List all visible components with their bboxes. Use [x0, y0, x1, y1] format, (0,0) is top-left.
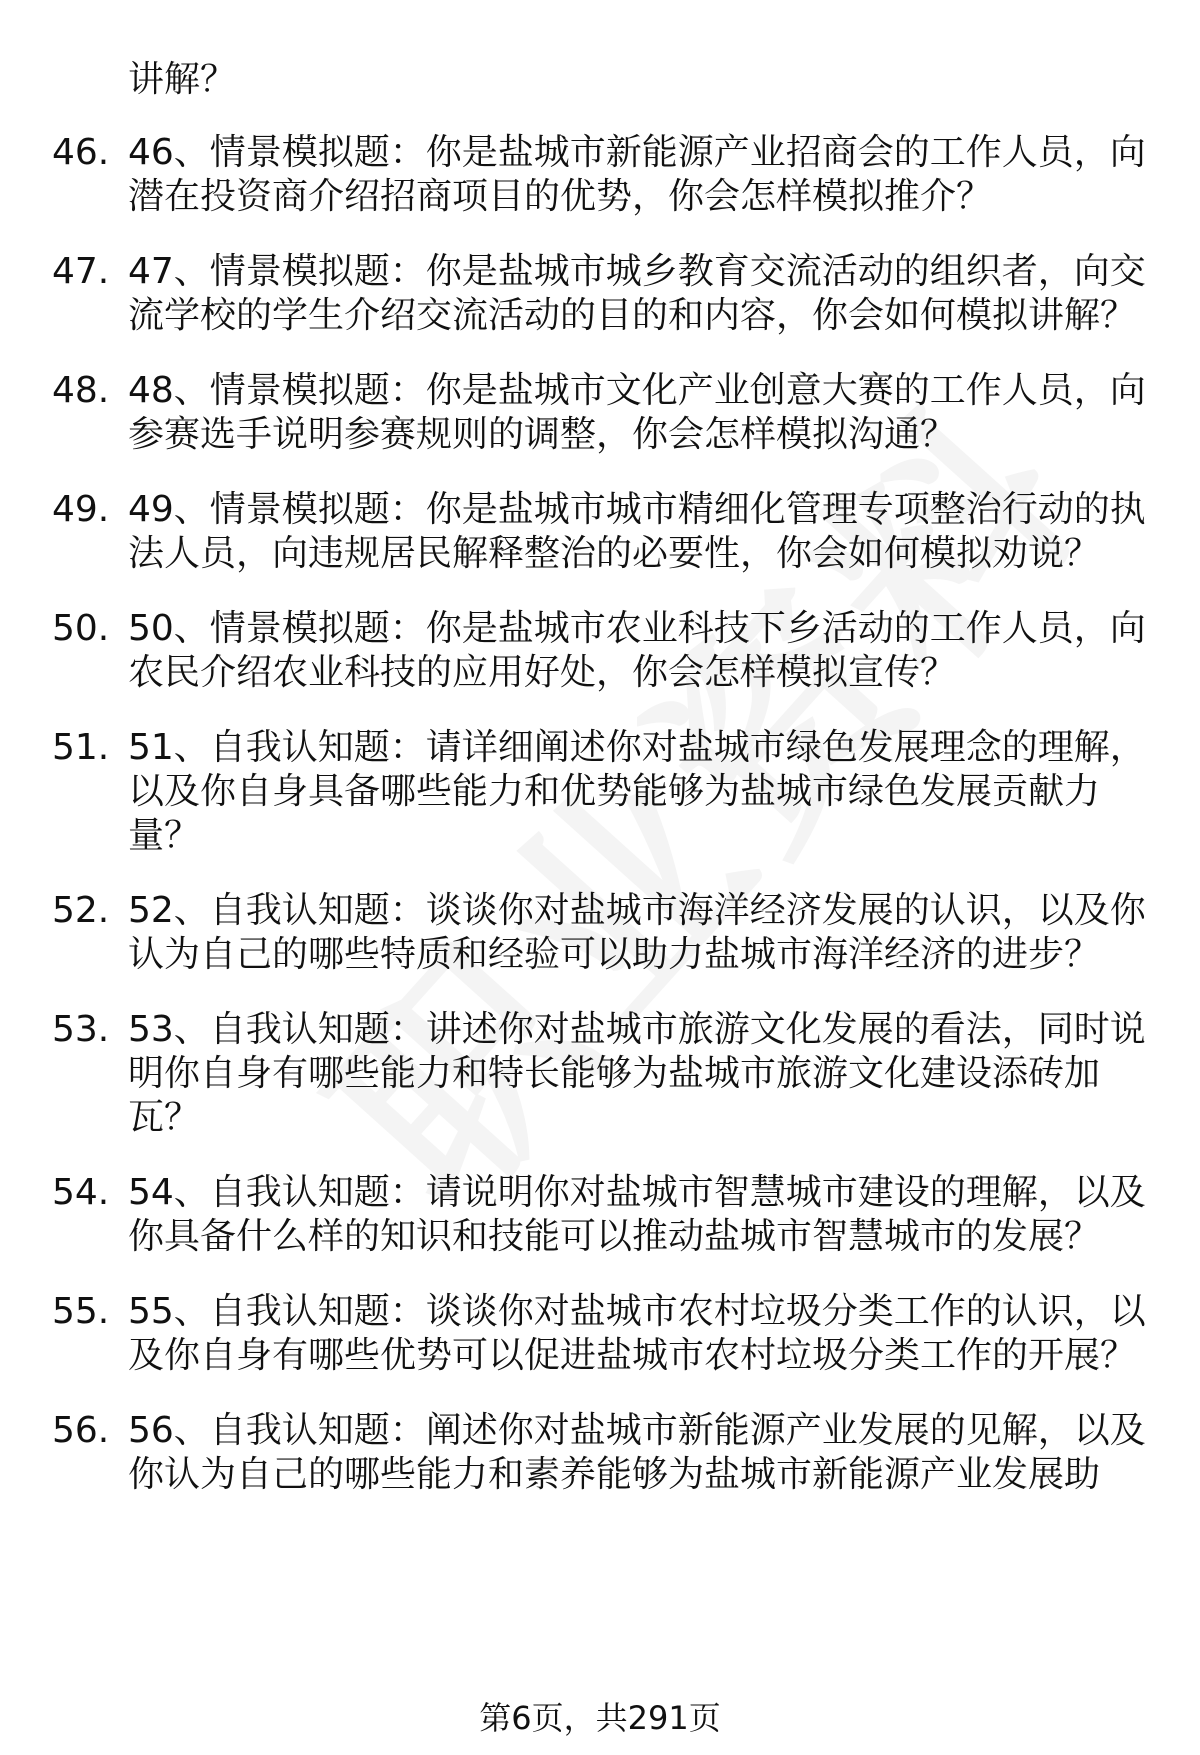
item-line: 潜在投资商介绍招商项目的优势，你会怎样模拟推介？	[128, 176, 993, 217]
item-number: 53.	[52, 1009, 110, 1050]
item-line: 流学校的学生介绍交流活动的目的和内容，你会如何模拟讲解？	[128, 295, 1137, 336]
item-line: 54、自我认知题：请说明你对盐城市智慧城市建设的理解，以及	[128, 1172, 1146, 1213]
page-footer: 第6页，共291页	[479, 1699, 721, 1737]
item-line: 瓦？	[128, 1097, 201, 1138]
item-number: 54.	[52, 1172, 110, 1213]
item-line: 参赛选手说明参赛规则的调整，你会怎样模拟沟通？	[128, 414, 957, 455]
item-number: 52.	[52, 890, 110, 931]
item-line: 47、情景模拟题：你是盐城市城乡教育交流活动的组织者，向交	[128, 251, 1146, 292]
item-line: 及你自身有哪些优势可以促进盐城市农村垃圾分类工作的开展？	[128, 1335, 1137, 1376]
item-line: 法人员，向违规居民解释整治的必要性，你会如何模拟劝说？	[128, 533, 1101, 574]
item-line: 48、情景模拟题：你是盐城市文化产业创意大赛的工作人员，向	[128, 370, 1146, 411]
item-line: 49、情景模拟题：你是盐城市城市精细化管理专项整治行动的执	[128, 489, 1146, 530]
item-line: 46、情景模拟题：你是盐城市新能源产业招商会的工作人员，向	[128, 132, 1146, 173]
item-line: 量？	[128, 815, 201, 856]
item-line: 以及你自身具备哪些能力和优势能够为盐城市绿色发展贡献力	[128, 771, 1101, 812]
item-number: 56.	[52, 1410, 110, 1451]
item-number: 50.	[52, 608, 110, 649]
item-line: 你认为自己的哪些能力和素养能够为盐城市新能源产业发展助	[128, 1454, 1101, 1495]
item-line: 认为自己的哪些特质和经验可以助力盐城市海洋经济的进步？	[128, 934, 1101, 975]
item-line: 农民介绍农业科技的应用好处，你会怎样模拟宣传？	[128, 652, 957, 693]
item-line: 55、自我认知题：谈谈你对盐城市农村垃圾分类工作的认识，以	[128, 1291, 1146, 1332]
item-line: 51、自我认知题：请详细阐述你对盐城市绿色发展理念的理解，	[128, 727, 1146, 768]
item-number: 46.	[52, 132, 110, 173]
item-number: 47.	[52, 251, 110, 292]
item-number: 49.	[52, 489, 110, 530]
item-line: 你具备什么样的知识和技能可以推动盐城市智慧城市的发展？	[128, 1216, 1101, 1257]
item-line: 52、自我认知题：谈谈你对盐城市海洋经济发展的认识，以及你	[128, 890, 1146, 931]
item-number: 48.	[52, 370, 110, 411]
item-line: 明你自身有哪些能力和特长能够为盐城市旅游文化建设添砖加	[128, 1053, 1101, 1094]
item-number: 55.	[52, 1291, 110, 1332]
item-number: 51.	[52, 727, 110, 768]
item-line: 50、情景模拟题：你是盐城市农业科技下乡活动的工作人员，向	[128, 608, 1146, 649]
item-line: 53、自我认知题：讲述你对盐城市旅游文化发展的看法，同时说	[128, 1009, 1146, 1050]
continuation-text: 讲解？	[128, 59, 237, 100]
item-line: 56、自我认知题：阐述你对盐城市新能源产业发展的见解，以及	[128, 1410, 1146, 1451]
